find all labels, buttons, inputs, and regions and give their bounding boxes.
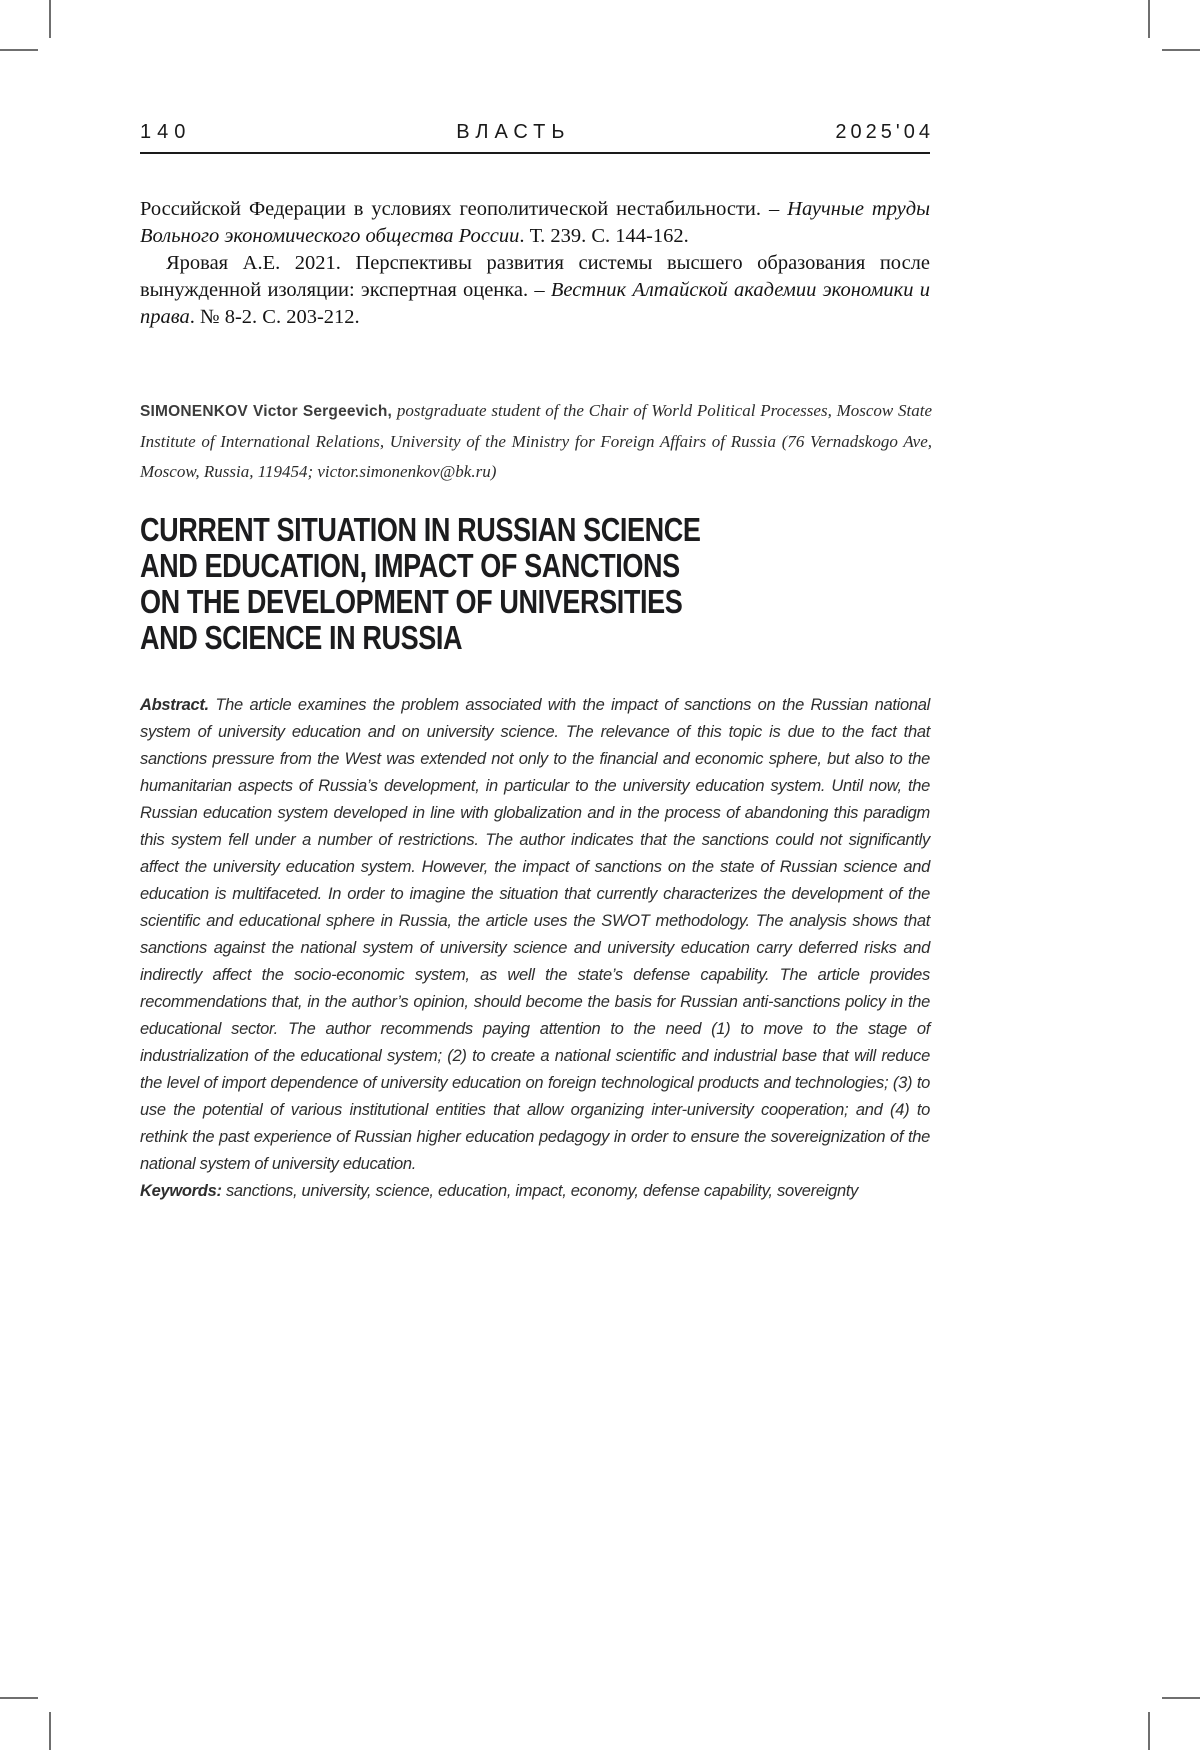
keywords-label: Keywords: [140,1182,222,1200]
crop-mark-bottom-right-vertical [1148,1712,1150,1750]
journal-title: ВЛАСТЬ [456,121,571,143]
abstract-text: The article examines the problem associated with the impact of sanctions on the Russian national system of university education and on university science. The relevance of this topic is due to the fact that sanctions pressure from the West was extended not only to the financial and economic sphere, but also to the humanitarian aspects of Russia’s development, in particular to the university education system. Until now, the Russian education system developed in line with globalization and in the process of abandoning this paradigm this system fell under a number of restrictions. The author indicates that the sanctions could not significantly affect the university education system. However, the impact of sanctions on the state of Russian science and education is multifaceted. In order to imagine the situation that currently characterizes the development of the scientific and educational sphere in Russia, the article uses the SWOT methodology. The analysis shows that sanctions against the national system of university science and university education carry deferred risks and indirectly affect the socio-economic system, as well the state’s defense capability. The article provides recommendations that, in the author’s opinion, should become the basis for Russian anti-sanctions policy in the educational sector. The author recommends paying attention to the need (1) to move to the stage of industrialization of the educational system; (2) to create a national scientific and industrial base that will reduce the level of import dependence of university education on foreign technological products and technologies; (3) to use the potential of various institutional entities that allow organizing inter-university cooperation; and (4) to rethink the past experience of Russian higher education pedagogy in order to ensure the sovereignization of the national system of university education. [140,696,930,1173]
running-head [140,121,934,144]
author-note [140,396,932,487]
keywords-text: sanctions, university, science, education, impact, economy, defense capability, sovereignty [225,1182,859,1200]
author-affiliation: postgraduate student of the Chair of World Political Processes, Moscow State Institute of International Relations, University of the Ministry for Foreign Affairs of Russia (76 Vernadskogo Ave, Moscow, Russia, 119454; victor.simonenkov@bk.ru) [140,401,933,481]
crop-mark-bottom-right-horizontal [1162,1697,1200,1699]
reference-entry-yarovaya [140,250,930,331]
crop-mark-top-right-horizontal [1162,49,1200,51]
reference-text: Яровая А.Е. 2021. Перспективы развития системы высшего образования после вынужденной изоляции: экспертная оценка. – [140,252,930,301]
article-title: CURRENT SITUATION IN RUSSIAN SCIENCE AND EDUCATION, IMPACT OF SANCTIONS ON THE DEVELOPMENT OF UNIVERSITIES AND SCIENCE IN RUSSIA [140,511,701,656]
references-section [140,196,930,331]
crop-mark-bottom-left-vertical [49,1712,51,1750]
abstract-paragraph [140,692,930,1178]
crop-mark-top-left-horizontal [0,49,38,51]
issue-number: 2025'04 [835,121,934,143]
reference-entry-continuation [140,196,930,250]
reference-source-title: Вестник Алтайской академии экономики и права [140,279,930,328]
reference-text: Российской Федерации в условиях геополитической нестабильности. – [140,198,788,220]
crop-mark-top-left-vertical [49,0,51,38]
author-name: SIMONENKOV Victor Sergeevich, [140,403,393,420]
crop-mark-top-right-vertical [1148,0,1150,38]
header-rule [140,152,930,154]
page-number: 140 [140,121,192,143]
abstract-section [140,692,930,1205]
reference-pages: . Т. 239. С. 144-162. [519,225,689,247]
reference-pages: . № 8-2. С. 203-212. [189,306,360,328]
keywords-paragraph [140,1178,930,1205]
reference-source-title: Научные труды Вольного экономического общества России [140,198,930,247]
abstract-label: Abstract. [140,696,209,714]
crop-mark-bottom-left-horizontal [0,1697,38,1699]
